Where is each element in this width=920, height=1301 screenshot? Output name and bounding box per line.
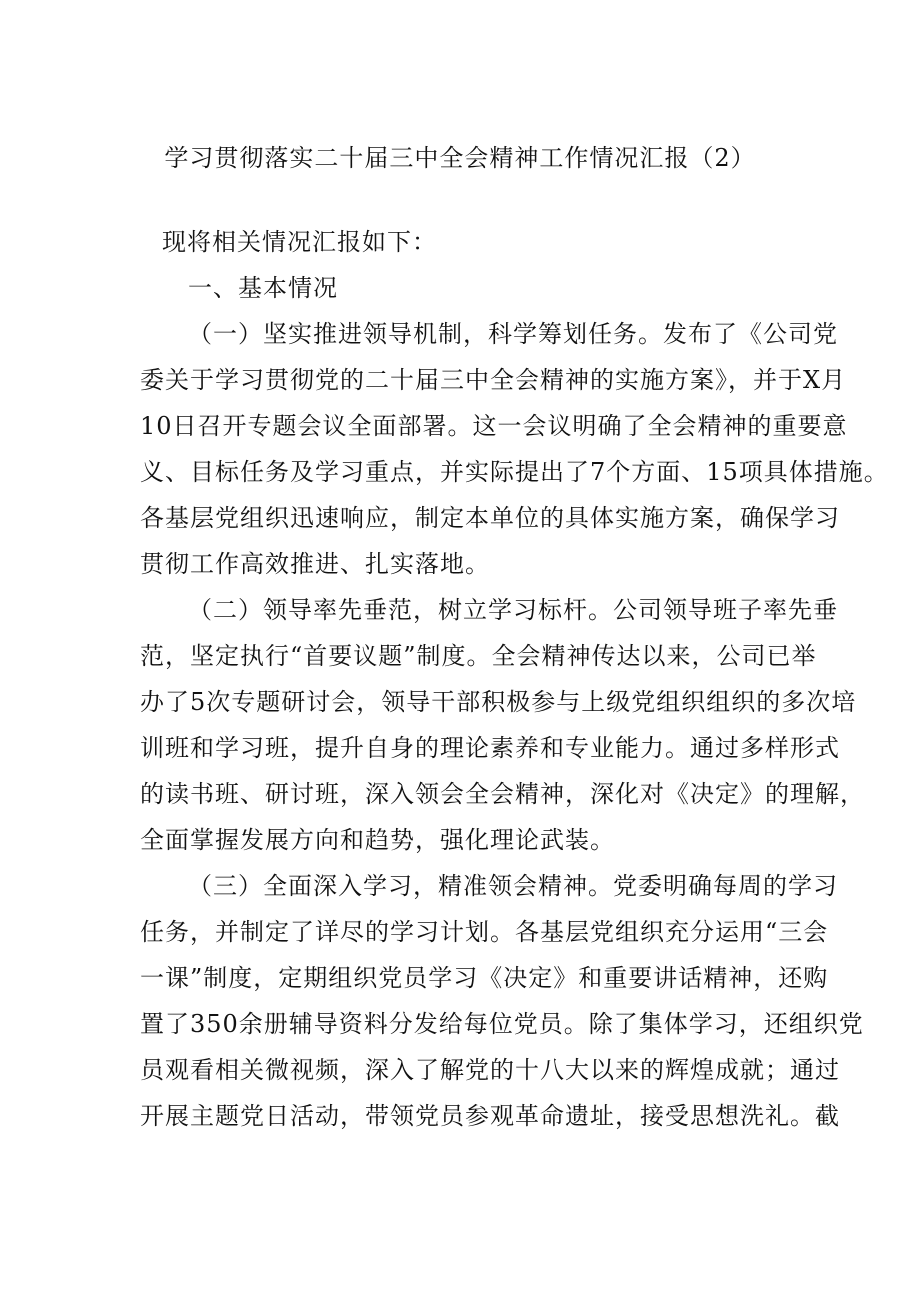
paragraph-line: 置了350余册辅导资料分发给每位党员。除了集体学习，还组织党 — [140, 1010, 864, 1038]
paragraph-line: 义、目标任务及学习重点，并实际提出了7个方面、15项具体措施。 — [140, 458, 889, 486]
paragraph-line: 的读书班、研讨班，深入领会全会精神，深化对《决定》的理解， — [140, 780, 865, 808]
paragraph-line: （二）领导率先垂范，树立学习标杆。公司领导班子率先垂 — [188, 596, 838, 624]
section-heading: 一、基本情况 — [188, 274, 338, 302]
paragraph-line: 贯彻工作高效推进、扎实落地。 — [140, 550, 490, 578]
paragraph-line: （一）坚实推进领导机制，科学筹划任务。发布了《公司党 — [188, 320, 838, 348]
document-title: 学习贯彻落实二十届三中全会精神工作情况汇报（2） — [164, 144, 756, 172]
paragraph-line: 办了5次专题研讨会，领导干部积极参与上级党组织组织的多次培 — [140, 688, 857, 716]
paragraph-line: （三）全面深入学习，精准领会精神。党委明确每周的学习 — [188, 872, 838, 900]
paragraph-line: 各基层党组织迅速响应，制定本单位的具体实施方案，确保学习 — [140, 504, 840, 532]
paragraph-line: 全面掌握发展方向和趋势，强化理论武装。 — [140, 826, 615, 854]
paragraph-line: 一课”制度，定期组织党员学习《决定》和重要讲话精神，还购 — [140, 964, 829, 992]
paragraph-line: 任务，并制定了详尽的学习计划。各基层党组织充分运用“三会 — [140, 918, 829, 946]
paragraph-line: 委关于学习贯彻党的二十届三中全会精神的实施方案》，并于X月 — [140, 366, 847, 394]
paragraph-line: 员观看相关微视频，深入了解党的十八大以来的辉煌成就；通过 — [140, 1056, 840, 1084]
paragraph-line: 10日召开专题会议全面部署。这一会议明确了全会精神的重要意 — [140, 412, 848, 440]
paragraph-line: 范，坚定执行“首要议题”制度。全会精神传达以来，公司已举 — [140, 642, 817, 670]
intro-line: 现将相关情况汇报如下： — [162, 228, 437, 256]
paragraph-line: 训班和学习班，提升自身的理论素养和专业能力。通过多样形式 — [140, 734, 840, 762]
paragraph-line: 开展主题党日活动，带领党员参观革命遗址，接受思想洗礼。截 — [140, 1102, 840, 1130]
